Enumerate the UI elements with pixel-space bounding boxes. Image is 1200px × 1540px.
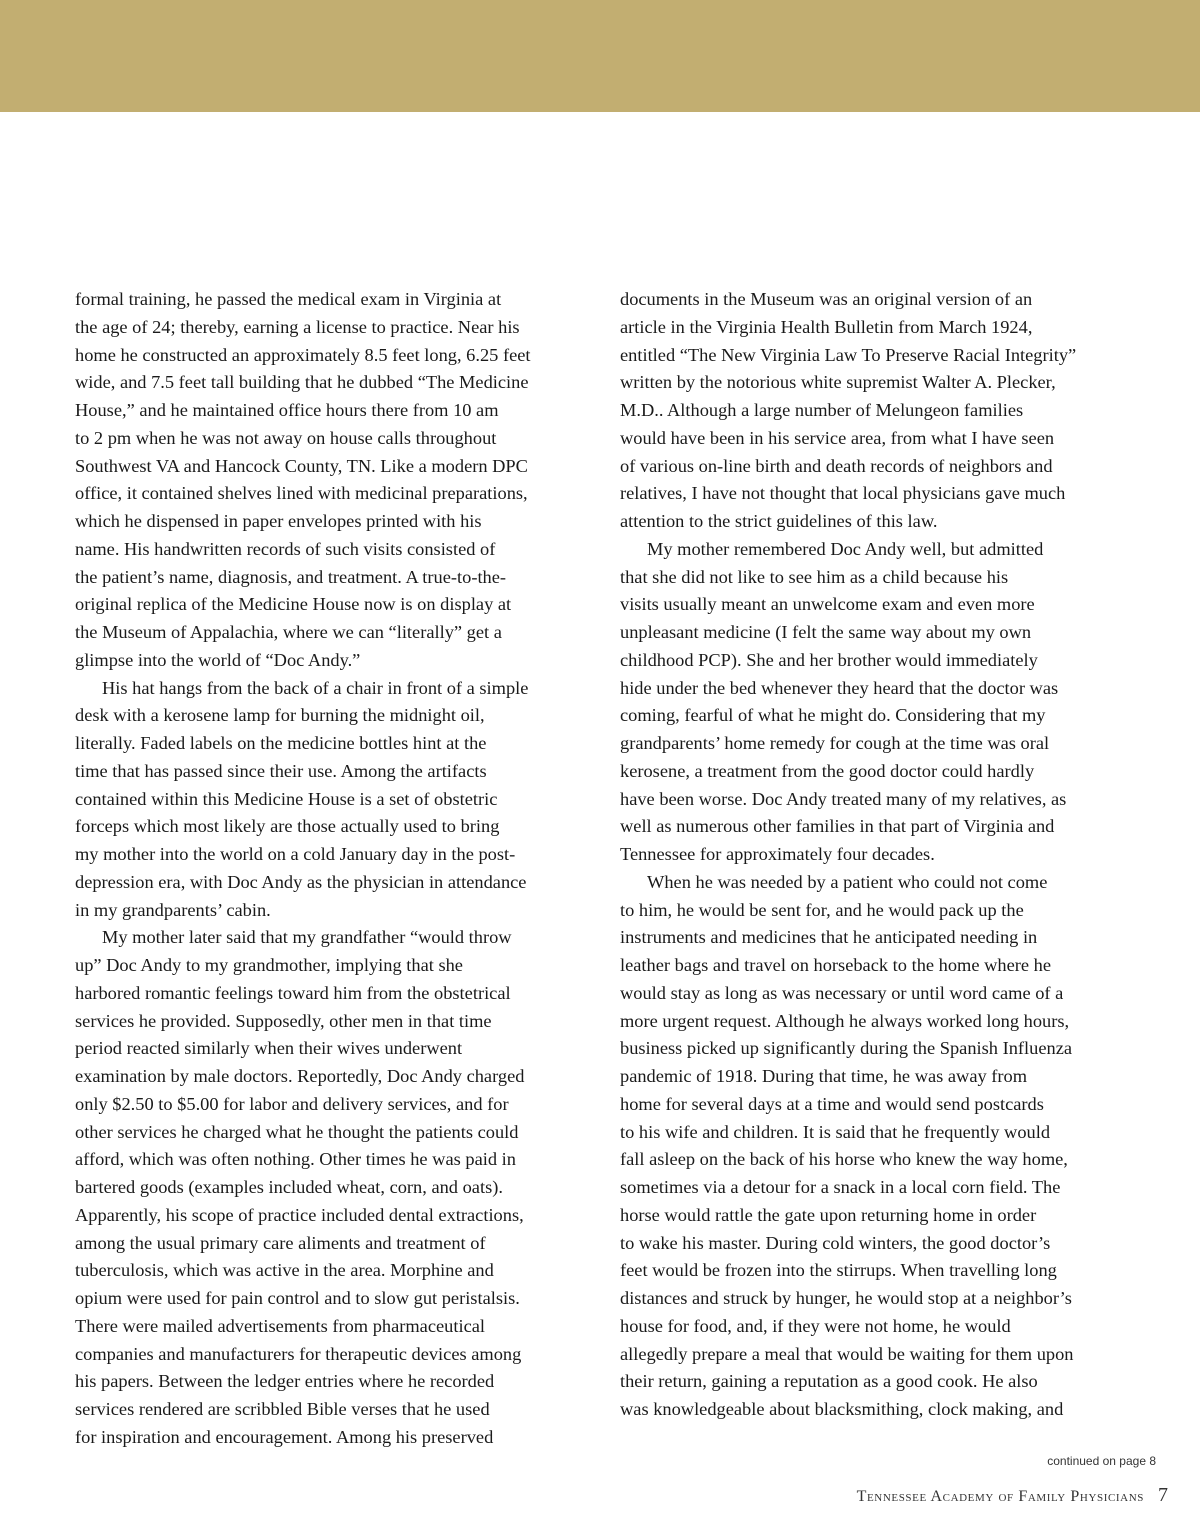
text-line: for inspiration and encouragement. Among his preserved <box>75 1426 494 1447</box>
text-line: M.D.. Although a large number of Melungeon families <box>620 400 1024 420</box>
footer-organization: Tennessee Academy of Family Physicians <box>856 1488 1144 1505</box>
text-line: in my grandparents’ cabin. <box>75 899 271 920</box>
text-line: examination by male doctors. Reportedly, Doc Andy charged <box>75 1066 525 1086</box>
left-column <box>75 286 587 1452</box>
page-footer <box>857 1484 1168 1507</box>
text-line: to his wife and children. It is said that he frequently would <box>620 1121 1051 1142</box>
text-line: pandemic of 1918. During that time, he was away from <box>620 1066 1028 1086</box>
text-line: Apparently, his scope of practice included dental extractions, <box>75 1204 524 1225</box>
text-line: feet would be frozen into the stirrups. When travelling long <box>620 1260 1057 1281</box>
text-line: home he constructed an approximately 8.5 feet long, 6.25 feet <box>75 344 531 365</box>
text-line: formal training, he passed the medical exam in Virginia at <box>75 289 502 309</box>
text-line: contained within this Medicine House is a set of obstetric <box>75 788 498 809</box>
text-line: of various on-line birth and death records of neighbors and <box>620 455 1053 476</box>
text-line: my mother into the world on a cold January day in the post- <box>75 844 516 864</box>
text-line: harbored romantic feelings toward him from the obstetrical <box>75 982 511 1003</box>
text-line: Tennessee for approximately four decades. <box>620 844 935 864</box>
text-line: the age of 24; thereby, earning a license to practice. Near his <box>75 316 520 337</box>
text-line: distances and struck by hunger, he would stop at a neighbor’s <box>620 1288 1072 1308</box>
text-line: There were mailed advertisements from pharmaceutical <box>75 1315 486 1336</box>
continued-note[interactable]: continued on page 8 <box>1047 1454 1156 1468</box>
text-line: to wake his master. During cold winters, the good doctor’s <box>620 1232 1051 1253</box>
text-line: allegedly prepare a meal that would be waiting for them upon <box>620 1343 1074 1364</box>
text-line: up” Doc Andy to my grandmother, implying that she <box>75 955 463 975</box>
text-line: entitled “The New Virginia Law To Preserve Racial Integrity” <box>620 344 1077 365</box>
text-line: relatives, I have not thought that local physicians gave much <box>620 483 1066 504</box>
text-line: the patient’s name, diagnosis, and treatment. A true-to-the- <box>75 566 507 587</box>
text-line: home for several days at a time and would send postcards <box>620 1093 1044 1114</box>
text-line: childhood PCP). She and her brother would immediately <box>620 649 1038 670</box>
text-line: literally. Faded labels on the medicine bottles hint at the <box>75 733 487 753</box>
text-line: hide under the bed whenever they heard that the doctor was <box>620 677 1059 698</box>
right-column <box>620 286 1132 1424</box>
text-line: business picked up significantly during the Spanish Influenza <box>620 1038 1073 1059</box>
text-line: unpleasant medicine (I felt the same way about my own <box>620 622 1032 642</box>
text-line: would stay as long as was necessary or until word came of a <box>620 982 1064 1003</box>
text-line: depression era, with Doc Andy as the physician in attendance <box>75 871 527 892</box>
text-line: that she did not like to see him as a child because his <box>620 566 1009 587</box>
text-line: house for food, and, if they were not home, he would <box>620 1315 1011 1336</box>
text-line: forceps which most likely are those actually used to bring <box>75 816 500 837</box>
text-line: glimpse into the world of “Doc Andy.” <box>75 649 361 670</box>
text-line: fall asleep on the back of his horse who knew the way home, <box>620 1149 1068 1170</box>
text-line: name. His handwritten records of such visits consisted of <box>75 538 496 559</box>
text-line: afford, which was often nothing. Other times he was paid in <box>75 1149 516 1170</box>
text-line: attention to the strict guidelines of this law. <box>620 511 938 531</box>
text-line: coming, fearful of what he might do. Considering that my <box>620 705 1046 726</box>
text-line: his papers. Between the ledger entries where he recorded <box>75 1371 495 1392</box>
text-line: services he provided. Supposedly, other men in that time <box>75 1010 492 1031</box>
text-line: was knowledgeable about blacksmithing, clock making, and <box>620 1399 1064 1419</box>
text-line: their return, gaining a reputation as a good cook. He also <box>620 1371 1038 1392</box>
text-line: the Museum of Appalachia, where we can “literally” get a <box>75 622 502 642</box>
text-line: which he dispensed in paper envelopes printed with his <box>75 511 482 531</box>
text-line: more urgent request. Although he always worked long hours, <box>620 1010 1070 1031</box>
header-band <box>0 0 1200 112</box>
text-line: When he was needed by a patient who could not come <box>647 871 1048 892</box>
text-line: My mother later said that my grandfather “would throw <box>102 927 512 948</box>
text-line: to 2 pm when he was not away on house calls throughout <box>75 427 497 448</box>
text-line: office, it contained shelves lined with medicinal preparations, <box>75 483 528 504</box>
text-line: instruments and medicines that he anticipated needing in <box>620 927 1038 948</box>
text-line: original replica of the Medicine House now is on display at <box>75 594 512 615</box>
text-line: House,” and he maintained office hours there from 10 am <box>75 400 499 420</box>
text-line: His hat hangs from the back of a chair in front of a simple <box>102 677 529 698</box>
text-line: period reacted similarly when their wives underwent <box>75 1038 463 1059</box>
text-line: article in the Virginia Health Bulletin from March 1924, <box>620 316 1033 337</box>
text-line: leather bags and travel on horseback to the home where he <box>620 955 1051 975</box>
text-line: opium were used for pain control and to slow gut peristalsis. <box>75 1288 520 1308</box>
text-line: only $2.50 to $5.00 for labor and delivery services, and for <box>75 1093 509 1114</box>
text-line: documents in the Museum was an original version of an <box>620 289 1033 309</box>
text-line: companies and manufacturers for therapeutic devices among <box>75 1343 522 1364</box>
text-line: time that has passed since their use. Among the artifacts <box>75 760 487 781</box>
text-line: have been worse. Doc Andy treated many of my relatives, as <box>620 788 1067 809</box>
text-line: desk with a kerosene lamp for burning the midnight oil, <box>75 705 485 726</box>
text-line: well as numerous other families in that part of Virginia and <box>620 816 1055 837</box>
text-line: tuberculosis, which was active in the area. Morphine and <box>75 1260 494 1281</box>
text-line: bartered goods (examples included wheat, corn, and oats). <box>75 1177 503 1197</box>
text-line: kerosene, a treatment from the good doctor could hardly <box>620 760 1035 781</box>
text-line: written by the notorious white supremist Walter A. Plecker, <box>620 372 1056 393</box>
text-line: other services he charged what he thought the patients could <box>75 1121 519 1142</box>
page-number: 7 <box>1158 1484 1168 1506</box>
text-line: grandparents’ home remedy for cough at the time was oral <box>620 733 1050 753</box>
text-line: My mother remembered Doc Andy well, but admitted <box>647 538 1044 559</box>
text-line: would have been in his service area, from what I have seen <box>620 427 1055 448</box>
text-line: services rendered are scribbled Bible verses that he used <box>75 1399 490 1419</box>
text-line: among the usual primary care aliments and treatment of <box>75 1232 486 1253</box>
text-line: visits usually meant an unwelcome exam and even more <box>620 594 1035 615</box>
text-line: to him, he would be sent for, and he would pack up the <box>620 899 1024 920</box>
text-line: horse would rattle the gate upon returning home in order <box>620 1204 1037 1225</box>
text-line: Southwest VA and Hancock County, TN. Like a modern DPC <box>75 455 528 476</box>
text-line: wide, and 7.5 feet tall building that he dubbed “The Medicine <box>75 372 529 393</box>
text-line: sometimes via a detour for a snack in a local corn field. The <box>620 1177 1061 1197</box>
